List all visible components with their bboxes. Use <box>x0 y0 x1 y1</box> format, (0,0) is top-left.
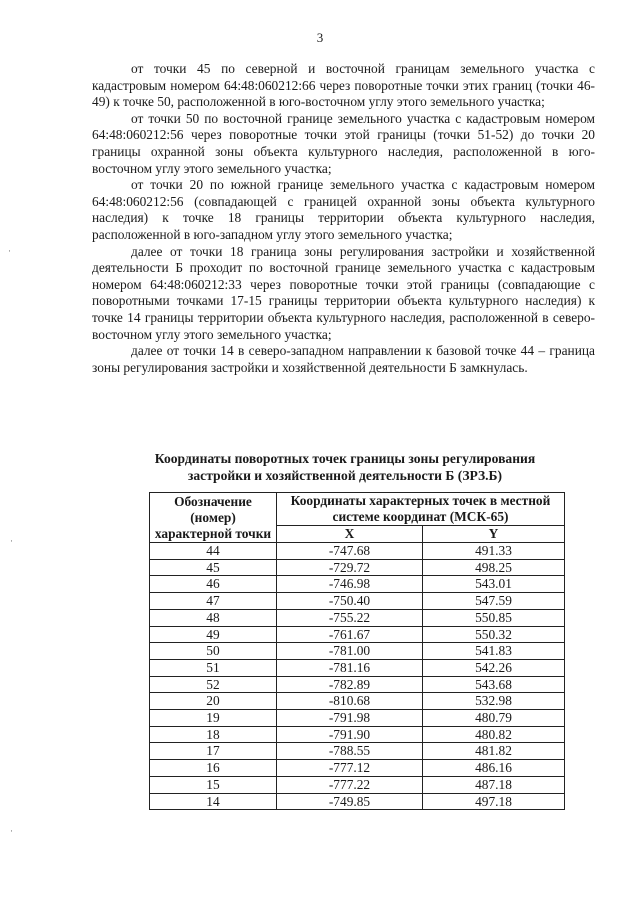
point-cell: 44 <box>150 543 277 560</box>
header-y: Y <box>423 526 565 543</box>
paragraph: далее от точки 18 граница зоны регулирования застройки и хозяйственной деятельности Б проходит по восточной границе земельного участка с кадастровым номером 64:48:060212:33 через поворотные точки этой границы (совпадающие с поворотными точками 17-15 границы территории объекта культурного наследия) к точке 14 границы территории объекта культурного наследия, расположенной в северо-восточном углу этого земельного участка; <box>92 243 595 342</box>
y-cell: 542.26 <box>423 659 565 676</box>
point-cell: 52 <box>150 676 277 693</box>
point-cell: 46 <box>150 576 277 593</box>
point-cell: 18 <box>150 726 277 743</box>
y-cell: 497.18 <box>423 793 565 810</box>
point-cell: 51 <box>150 659 277 676</box>
table-row <box>150 559 565 576</box>
coordinates-table <box>149 492 565 810</box>
table-title-line: застройки и хозяйственной деятельности Б (ЗРЗ.Б) <box>187 468 503 483</box>
paragraph: далее от точки 14 в северо-западном направлении к базовой точке 44 – граница зоны регулирования застройки и хозяйственной деятельности Б замкнулась. <box>92 343 595 375</box>
table-row <box>150 710 565 727</box>
x-cell: -761.67 <box>277 626 423 643</box>
point-cell: 15 <box>150 776 277 793</box>
table-title-line: Координаты поворотных точек границы зоны регулирования <box>154 451 536 466</box>
body-text <box>92 61 595 376</box>
point-cell: 16 <box>150 760 277 777</box>
scan-mark: · <box>10 826 13 836</box>
table-body <box>150 543 565 810</box>
x-cell: -750.40 <box>277 593 423 610</box>
point-cell: 48 <box>150 609 277 626</box>
table-row <box>150 593 565 610</box>
paragraph: от точки 20 по южной границе земельного участка с кадастровым номером 64:48:060212:56 (совпадающей с границей охранной зоны объекта культурного наследия) к точке 18 границы территории объекта культурного наследия, расположенной в юго-западном углу этого земельного участка; <box>92 177 595 242</box>
point-cell: 45 <box>150 559 277 576</box>
x-cell: -729.72 <box>277 559 423 576</box>
y-cell: 480.82 <box>423 726 565 743</box>
x-cell: -755.22 <box>277 609 423 626</box>
y-cell: 487.18 <box>423 776 565 793</box>
scan-mark: · <box>8 246 11 256</box>
table-row <box>150 609 565 626</box>
y-cell: 543.68 <box>423 676 565 693</box>
y-cell: 491.33 <box>423 543 565 560</box>
y-cell: 481.82 <box>423 743 565 760</box>
y-cell: 543.01 <box>423 576 565 593</box>
header-x: X <box>277 526 423 543</box>
table-row <box>150 743 565 760</box>
table-row <box>150 576 565 593</box>
table-row <box>150 776 565 793</box>
x-cell: -746.98 <box>277 576 423 593</box>
paragraph: от точки 45 по северной и восточной границам земельного участка с кадастровым номером 64:48:060212:66 через поворотные точки этих границ (точки 46-49) к точке 50, расположенной в юго-восточном углу этого земельного участка; <box>92 61 595 110</box>
y-cell: 532.98 <box>423 693 565 710</box>
x-cell: -781.00 <box>277 643 423 660</box>
y-cell: 547.59 <box>423 593 565 610</box>
x-cell: -791.98 <box>277 710 423 727</box>
point-cell: 19 <box>150 710 277 727</box>
y-cell: 550.85 <box>423 609 565 626</box>
x-cell: -788.55 <box>277 743 423 760</box>
table-row <box>150 693 565 710</box>
page-number: 3 <box>316 30 324 45</box>
table-row <box>150 643 565 660</box>
table-row <box>150 793 565 810</box>
y-cell: 550.32 <box>423 626 565 643</box>
table-row <box>150 543 565 560</box>
paragraph: от точки 50 по восточной границе земельного участка с кадастровым номером 64:48:060212:56 через поворотные точки этой границы (точки 51-52) до точки 20 границы охранной зоны объекта культурного наследия, расположенной в юго-восточном углу этого земельного участка; <box>92 110 595 176</box>
point-cell: 14 <box>150 793 277 810</box>
x-cell: -777.12 <box>277 760 423 777</box>
point-cell: 20 <box>150 693 277 710</box>
x-cell: -791.90 <box>277 726 423 743</box>
table-title <box>100 450 590 484</box>
y-cell: 486.16 <box>423 760 565 777</box>
x-cell: -747.68 <box>277 543 423 560</box>
x-cell: -781.16 <box>277 659 423 676</box>
point-cell: 17 <box>150 743 277 760</box>
header-coords: Координаты характерных точек в местной системе координат (МСК-65) <box>277 493 565 526</box>
table-row <box>150 626 565 643</box>
table-row <box>150 760 565 777</box>
table-header-row <box>150 493 565 526</box>
point-cell: 50 <box>150 643 277 660</box>
table-row <box>150 676 565 693</box>
x-cell: -782.89 <box>277 676 423 693</box>
y-cell: 498.25 <box>423 559 565 576</box>
point-cell: 49 <box>150 626 277 643</box>
point-cell: 47 <box>150 593 277 610</box>
x-cell: -810.68 <box>277 693 423 710</box>
header-point: Обозначение (номер) характерной точки <box>150 493 277 543</box>
table-row <box>150 726 565 743</box>
table-row <box>150 659 565 676</box>
y-cell: 480.79 <box>423 710 565 727</box>
x-cell: -749.85 <box>277 793 423 810</box>
x-cell: -777.22 <box>277 776 423 793</box>
scan-mark: · <box>10 536 13 546</box>
y-cell: 541.83 <box>423 643 565 660</box>
